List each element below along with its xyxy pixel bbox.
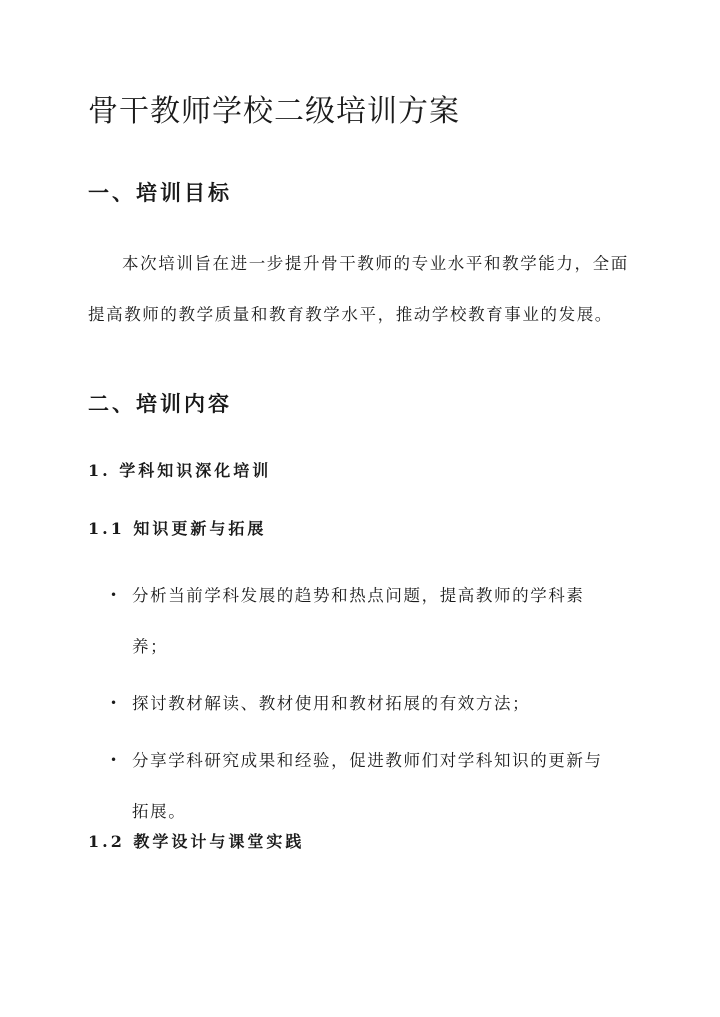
list-item: [88, 678, 634, 729]
subsection-heading-knowledge-update: 1.1 知识更新与拓展: [88, 519, 267, 538]
list-item-text: 探讨教材解读、教材使用和教材拓展的有效方法；: [132, 694, 531, 713]
goals-paragraph: 本次培训旨在进一步提升骨干教师的专业水平和教学能力，全面提高教师的教学质量和教育教学水平，推动学校教育事业的发展。: [88, 254, 629, 324]
list-item: [88, 570, 634, 672]
knowledge-update-list: [88, 570, 634, 843]
list-item: [88, 735, 634, 837]
subsection-heading-subject-knowledge: 1. 学科知识深化培训: [88, 461, 272, 480]
section-heading-goals: 一、培训目标: [88, 180, 232, 205]
bullet-icon: •: [110, 753, 119, 767]
document-title: 骨干教师学校二级培训方案: [88, 94, 460, 129]
list-item-text: 分析当前学科发展的趋势和热点问题，提高教师的学科素养；: [132, 586, 585, 656]
list-item-text: 分享学科研究成果和经验，促进教师们对学科知识的更新与拓展。: [132, 751, 603, 821]
bullet-icon: •: [110, 696, 119, 710]
bullet-icon: •: [110, 588, 119, 602]
subsection-heading-teaching-design: 1.2 教学设计与课堂实践: [88, 832, 305, 851]
section-heading-content: 二、培训内容: [88, 391, 232, 416]
